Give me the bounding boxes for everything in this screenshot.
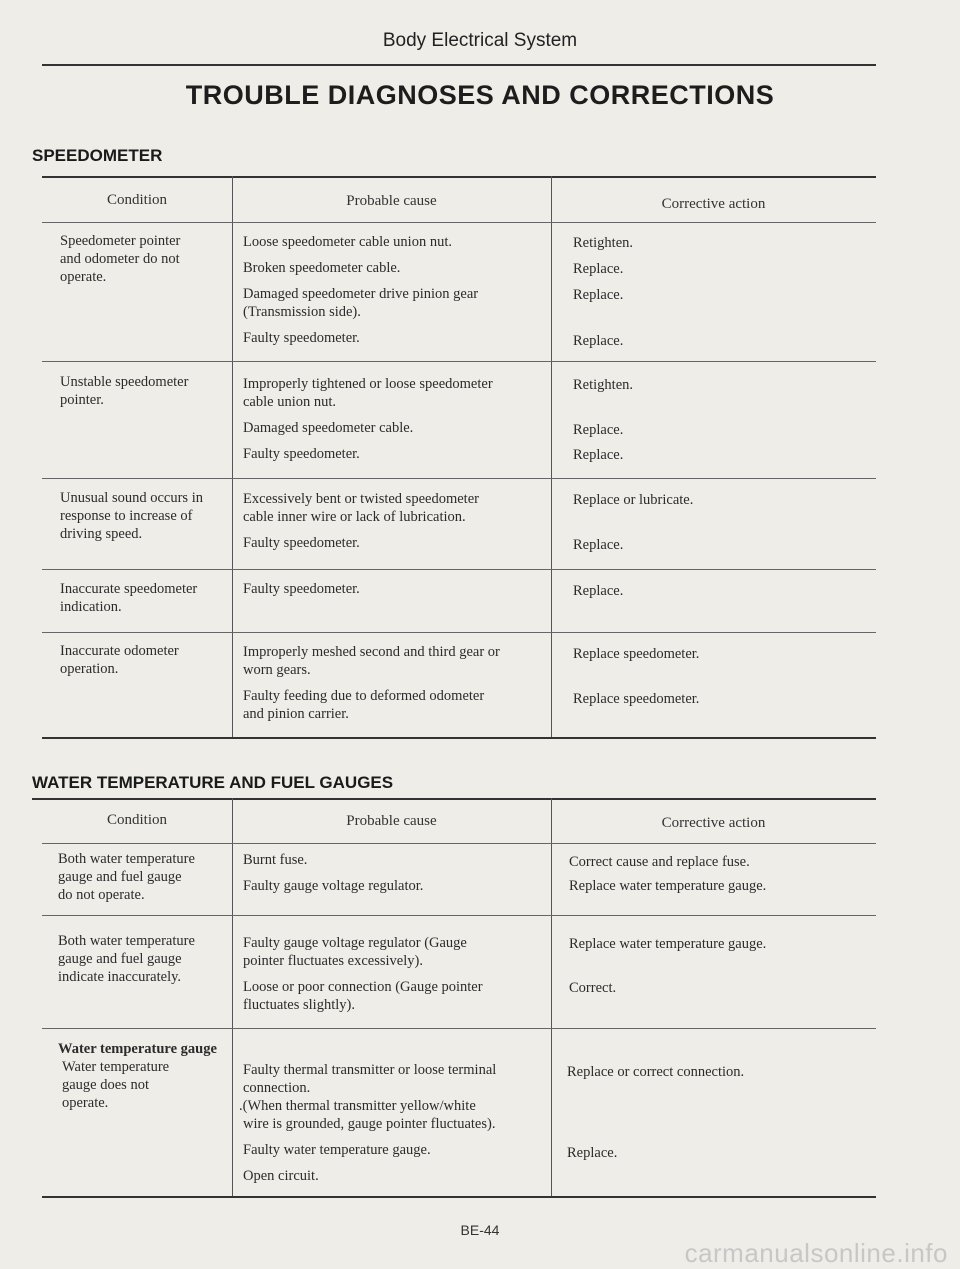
gauges-row-3-action-2: Replace. [567,1145,618,1161]
speedometer-row-1-action-1: Retighten. [573,235,634,251]
speedometer-row-1-action-4: Replace. [573,333,624,349]
speedometer-row-1-action-2: Replace. [573,261,624,277]
gauges-row-1-rule [42,915,876,916]
speedometer-row-4-condition: Inaccurate speedometer indication. [60,581,198,615]
speedometer-row-3-causes: Excessively bent or twisted speedometer cable inner wire or lack of lubrication. Faulty speedometer. [243,491,479,551]
speedometer-top-rule [42,176,876,178]
page-number: BE-44 [460,1222,500,1238]
gauges-col-action: Corrective action [661,815,766,831]
speedometer-row-1-action-3: Replace. [573,287,624,303]
page-header: Body Electrical System [382,30,578,51]
gauges-row-2-action-2: Correct. [569,980,617,996]
gauges-row-1-action-1: Correct cause and replace fuse. [569,854,750,870]
speedometer-col-condition: Condition [106,192,167,208]
speedometer-row-4-rule [42,632,876,633]
gauges-row-3-causes: Faulty thermal transmitter or loose terminal connection. .(When thermal transmitter yellow/white wire is grounded, gauge pointer fluctuates). Faulty water temperature gauge. Open circuit. [239,1062,497,1184]
gauges-row-1-action-2: Replace water temperature gauge. [569,878,767,894]
speedometer-row-2-causes: Improperly tightened or loose speedometer cable union nut. Damaged speedometer cable. Faulty speedometer. [243,376,493,462]
speedometer-header-rule [42,222,876,223]
header-rule [42,64,876,66]
speedometer-row-3-condition: Unusual sound occurs in response to increase of driving speed. [60,490,203,542]
speedometer-col-action: Corrective action [661,196,766,212]
gauges-col-divider-1 [232,798,233,1196]
speedometer-heading: SPEEDOMETER [32,146,163,165]
speedometer-col-divider-1 [232,176,233,737]
speedometer-row-2-action-3: Replace. [573,447,624,463]
speedometer-row-2-rule [42,478,876,479]
gauges-row-2-rule [42,1028,876,1029]
page-title: TROUBLE DIAGNOSES AND CORRECTIONS [185,80,775,110]
gauges-row-1-condition: Both water temperature gauge and fuel gauge do not operate. [58,851,195,903]
speedometer-row-3-action-2: Replace. [573,537,624,553]
gauges-row-1-causes: Burnt fuse. Faulty gauge voltage regulator. [243,852,424,894]
speedometer-row-5-condition: Inaccurate odometer operation. [60,643,179,677]
speedometer-row-4-cause: Faulty speedometer. [243,581,360,597]
gauges-row-2-causes: Faulty gauge voltage regulator (Gauge pointer fluctuates excessively). Loose or poor connection (Gauge pointer fluctuates slightly). [243,935,483,1013]
gauges-heading: WATER TEMPERATURE AND FUEL GAUGES [32,773,394,792]
gauges-col-divider-2 [551,798,552,1196]
speedometer-row-2-action-1: Retighten. [573,377,634,393]
speedometer-row-5-causes: Improperly meshed second and third gear or worn gears. Faulty feeding due to deformed odometer and pinion carrier. [243,644,500,722]
gauges-row-3-condition-heading: Water temperature gauge [58,1041,217,1057]
speedometer-row-3-rule [42,569,876,570]
speedometer-col-divider-2 [551,176,552,737]
gauges-row-3-condition: Water temperature gauge Water temperature gauge does not operate. [58,1040,230,1112]
speedometer-row-1-rule [42,361,876,362]
gauges-row-2-action-1: Replace water temperature gauge. [569,936,767,952]
gauges-top-rule [32,798,876,800]
speedometer-row-2-condition: Unstable speedometer pointer. [60,374,189,408]
speedometer-row-2-action-2: Replace. [573,422,624,438]
gauges-col-cause: Probable cause [346,813,437,829]
speedometer-bottom-rule [42,737,876,739]
speedometer-row-4-action: Replace. [573,583,624,599]
gauges-bottom-rule [42,1196,876,1198]
watermark: carmanualsonline.info [684,1238,948,1268]
gauges-col-condition: Condition [106,812,167,828]
speedometer-row-1-causes: Loose speedometer cable union nut. Broken speedometer cable. Damaged speedometer drive pinion gear (Transmission side). Faulty speedometer. [243,234,479,346]
speedometer-col-cause: Probable cause [346,193,437,209]
speedometer-row-3-action-1: Replace or lubricate. [573,492,694,508]
speedometer-row-1-condition: Speedometer pointer and odometer do not operate. [60,233,181,285]
gauges-row-3-action-1: Replace or correct connection. [567,1064,745,1080]
gauges-row-2-condition: Both water temperature gauge and fuel gauge indicate inaccurately. [58,933,195,985]
speedometer-row-5-action-2: Replace speedometer. [573,691,700,707]
speedometer-row-5-action-1: Replace speedometer. [573,646,700,662]
gauges-header-rule [42,843,876,844]
